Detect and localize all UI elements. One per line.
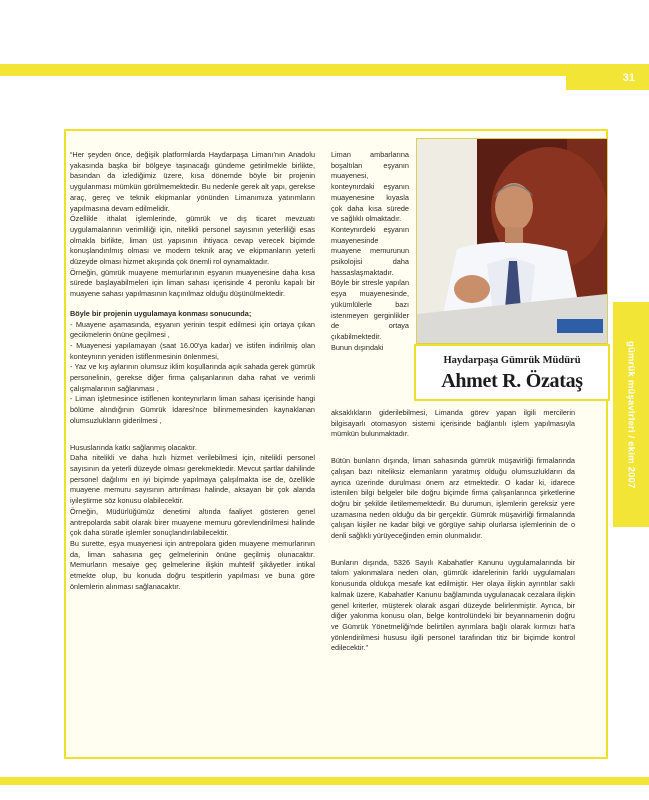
paragraph: “Her şeyden önce, değişik platformlarda Haydarpaşa Limanı'nın Anadolu yakasında başka bir bölgeye taşınacağı gündeme getirilmekle birlikte, basından da izlediğimiz üzere, kısa dönemde böyle bir projenin uygulanması mümkün görülmemektedir. Bu nedenle gerek alt yapı, gerekse araç, gereç ve teknik ekipmanlar yönünden Limanımıza yatırımların yapılmasına devam edilmelidir. xyxy=(70,150,315,213)
page-number: 31 xyxy=(622,72,635,84)
list-item: - Muayene aşamasında, eşyanın yerinin tespit edilmesi için ortaya çıkan gecikmelerin önüne geçilmesi , xyxy=(70,319,315,340)
paragraph: Bu surette, eşya muayenesi için antrepolara giden muayene memurlarının da, liman sahasına geç gelmelerinin önüne geçilmiş olunacaktır. Memurların mesaiye geç gelmelerine ilişkin muhtelif şikâyetler intikal etmekte olup, bu konuda doğru tespitlerin yapılması ve buna göre önlemlerin alınması sağlanacaktır. xyxy=(70,538,315,591)
portrait-photo xyxy=(416,138,608,344)
paragraph: Hususlarında katkı sağlanmış olacaktır. xyxy=(70,442,197,452)
list-item: - Liman işletmesince istiflenen konteynırların liman sahası içerisinde hangi bölüme alındığının Gümrük İdaresi'nce bilinmemesinden kaynaklanan olumsuzlukların giderilmesi , xyxy=(70,394,315,425)
paragraph: Örneğin, gümrük muayene memurlarının eşyanın muayenesine daha kısa sürede başlayabilmeleri için liman sahası içerisinde 4 peronlu kapalı bir muayene sahası yapılmasının kaçınılmaz olduğu düşünülmektedir. xyxy=(70,267,315,299)
footer-band xyxy=(0,777,649,785)
name-caption-box xyxy=(414,344,610,401)
portrait-illustration xyxy=(417,139,607,343)
paragraph: Bütün bunların dışında, liman sahasında gümrük müşavirliği firmalarında çalışan bazı niteliksiz elemanların yaratmış olduğu olumsuzlukların da ayrıca üzerinde durulması önem arz etmektedir. O kadar ki, idarece istenilen bilgi belgeler bile doğru biçimde firma çalışanlarınca şirketlerine doğru bir şekilde iletilememektedir. Bu durumun, işlemlerin gereksiz yere uzamasına neden olduğu da bir gerçektir. Gümrük müşavirliği firmalarında çalışan kişiler ne kadar bilgi ve görgüye sahip olurlarsa işlemlerinin de o denli sağlıklı yürüyeceğinden emin olunmalıdır. xyxy=(331,456,575,541)
paragraph: Bunun dışındaki xyxy=(331,342,384,352)
list-item: - Muayenesi yapılamayan (saat 16.00'ya kadar) ve istifen indirilmiş olan konteynırın yeniden istiflenmesinin önlenmesi, xyxy=(70,340,315,361)
paragraph: Liman ambarlarına boşaltılan eşyanın muayenesi, konteynırdaki eşyanın muayenesine kıyasla çok daha kısa sürede ve sağlıklı olmaktadır. xyxy=(331,150,409,224)
side-section-tab xyxy=(613,302,649,527)
profile-name: Ahmet R. Özataş xyxy=(441,370,583,392)
paragraph: Özellikle ithalat işlemlerinde, gümrük ve dış ticaret mevzuatı uygulamalarının verimliliği için, nitelikli personel sayısının yeterliliği esas olmakla birlikte, liman üst yapısının ihtiyaca cevap verecek biçimde konuşlandırılmış olması ve modern teknik araç ve ekipmanların yeterli düzeyde olması hizmet akışında çok önemli rol oynamaktadır. xyxy=(70,214,315,267)
middle-column xyxy=(331,150,409,353)
paragraph: Bunların dışında, 5326 Sayılı Kabahatler Kanunu uygulamalarında bir takım yakınmalara neden olan, gümrük idarelerinin farklı uygulamaları konusunda oldukça mesafe kat edilmiştir. Her olaya ilişkin ayrıntılar saklı kalmak üzere, Kabahatler Kanunu bağlamında uygulanacak cezalara ilişkin genel kriterler, müşterek olarak asgari düzeyde belirlenmiştir. Ayrıca, bir diğer yakınma konusu olan, belge kontrolündeki bir beyannamenin doğru ve Gümrük Yönetmeliği'nde belirtilen ayrımlara bağlı olarak kırmızı hat'a yönlendirilmesi hususu ilgili personel tarafından titiz bir biçimde kontrol edilecektir.” xyxy=(331,557,575,653)
list-item: - Yaz ve kış aylarının olumsuz iklim koşullarında açık sahada gerek gümrük personelinin, gerekse diğer firma çalışanlarının daha rahat ve verimli çalışmalarının sağlanması , xyxy=(70,362,315,393)
paragraph: Konteynırdeki eşyanın muayenesinde muayene memurunun psikolojisi daha hassaslaşmaktadır. Böyle bir stresle yapılan eşya muayenesinde, yükümlülerle bazı istenmeyen gerginlikler de ortaya çıkabilmektedir. xyxy=(331,224,409,341)
paragraph: Örneğin, Müdürlüğümüz denetimi altında faaliyet gösteren genel antrepolarda sabit olarak birer muayene memuru görevlendirilmesi halinde çok daha süratle işlemler sonuçlandırılabilecektir. xyxy=(70,506,315,538)
paragraph: aksaklıkların giderilebilmesi, Limanda görev yapan ilgili mercilerin bilgisayarlı otomasyon sistemi içerisinde bağlantılı işlem yapılmasıyla mümkün bulunmaktadır. xyxy=(331,408,575,439)
header-band xyxy=(0,64,649,76)
right-column xyxy=(331,408,575,654)
list-heading: Böyle bir projenin uygulamaya konması sonucunda; xyxy=(70,308,252,318)
side-section-label: gümrük müşavirleri / ekim 2007 xyxy=(625,340,637,489)
profile-title: Haydarpaşa Gümrük Müdürü xyxy=(443,355,581,366)
left-column xyxy=(70,150,315,592)
paragraph: Daha nitelikli ve daha hızlı hizmet verilebilmesi için, nitelikli personel sayısının da yeterli düzeyde olması gerekmektedir. Mevcut şartlar dahilinde personel dağılımı en iyi biçimde yapılmaya çalışılmakta ise de, özellikle muayene memuru sayısının artırılması halinde, aksayan bir çok alanda iyileştirme söz konusu olabilecektir. xyxy=(70,453,315,506)
page-number-tab xyxy=(566,64,649,90)
